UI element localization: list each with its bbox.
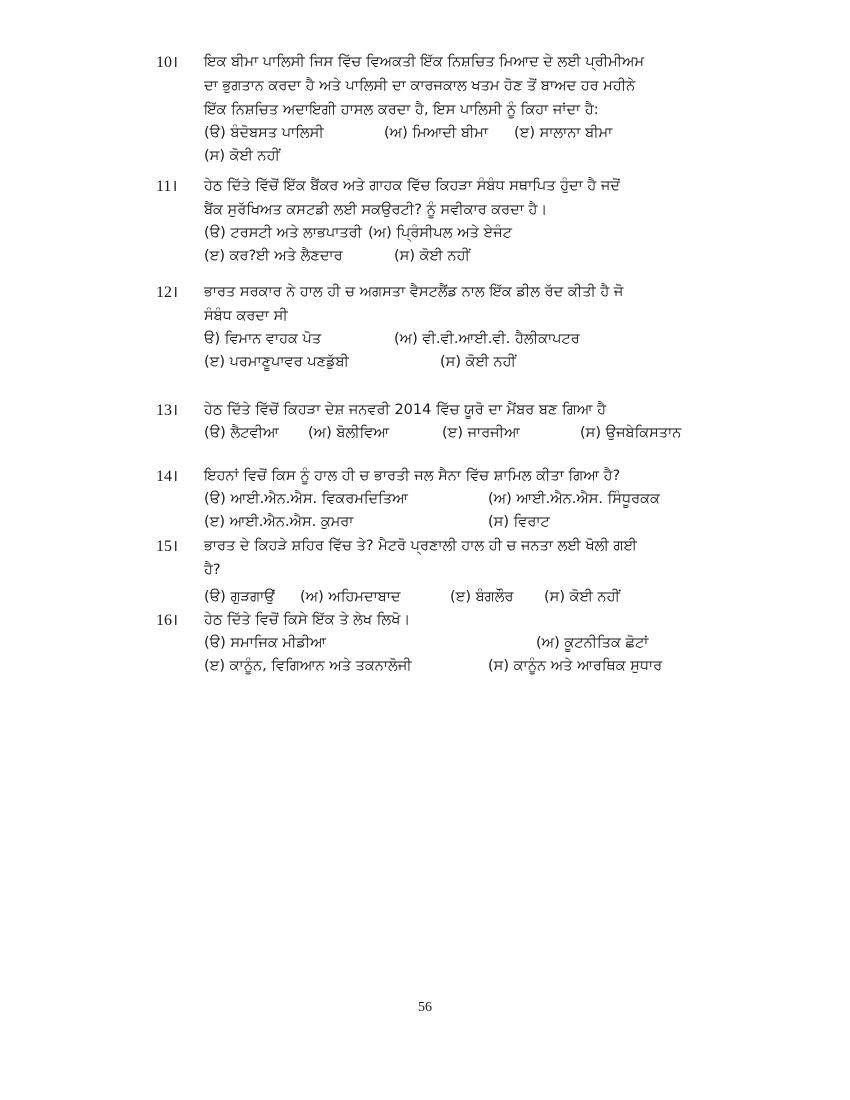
option: (ੳ) ਬੰਦੋਬਸਤ ਪਾਲਿਸੀ (204, 125, 324, 141)
option: (ੲ) ਕਰ?ਈ ਅਤੇ ਲੈਣਦਾਰ (204, 248, 343, 264)
option: (ਅ) ਪ੍ਰਿੰਸੀਪਲ ਅਤੇ ਏਜੰਟ (368, 225, 512, 241)
options-row (204, 488, 736, 511)
question-text-line: ਇਹਨਾਂ ਵਿਚੋਂ ਕਿਸ ਨੂੰ ਹਾਲ ਹੀ ਚ ਭਾਰਤੀ ਜਲ ਸੈਨਾ ਵਿੱਚ ਸ਼ਾਮਿਲ ਕੀਤਾ ਗਿਆ ਹੈ? (204, 468, 621, 484)
option: (ਅ) ਵੀ.ਵੀ.ਆਈ.ਵੀ. ਹੈਲੀਕਾਪਟਰ (394, 331, 580, 347)
page-number: 56 (418, 1000, 432, 1015)
question-text-line: ਭਾਰਤ ਦੇ ਕਿਹੜੇ ਸ਼ਹਿਰ ਵਿੱਚ ਤੇ? ਮੈਟਰੋ ਪ੍ਰਣਾਲੀ ਹਾਲ ਹੀ ਚ ਜਨਤਾ ਲਈ ਖੋਲੀ ਗਈ (204, 538, 638, 554)
options-row (204, 655, 736, 678)
option: ੳ) ਵਿਮਾਨ ਵਾਹਕ ਪੋਤ (204, 331, 322, 347)
options-row (204, 222, 736, 245)
question-text-line: ਇੱਕ ਨਿਸ਼ਚਿਤ ਅਦਾਇਗੀ ਹਾਸਲ ਕਰਦਾ ਹੈ, ਇਸ ਪਾਲਿਸੀ ਨੂੰ ਕਿਹਾ ਜਾਂਦਾ ਹੈ: (204, 102, 599, 118)
question-text-line: ਹੈ? (204, 562, 221, 578)
option: (ੲ) ਜਾਰਜੀਆ (442, 425, 520, 441)
option: (ਸ) ਕੋਈ ਨਹੀਂ (394, 248, 470, 264)
option: (ਸ) ਕੋਈ ਨਹੀਂ (544, 589, 620, 605)
question-number: 16। (156, 612, 179, 629)
option: (ਅ) ਬੋਲੀਵਿਆ (308, 425, 390, 441)
question-12 (156, 280, 736, 374)
option: (ਸ) ਉਜਬੇਕਿਸਤਾਨ (580, 425, 682, 441)
question-15 (156, 534, 736, 609)
question-text-line: ਬੈਂਕ ਸੁਰੱਖਿਅਤ ਕਸਟਡੀ ਲਈ ਸਕਉਰਟੀ? ਨੂੰ ਸਵੀਕਾਰ ਕਰਦਾ ਹੈ। (204, 202, 548, 218)
question-14 (156, 464, 736, 534)
options-row (204, 422, 736, 445)
question-number: 13। (156, 402, 179, 419)
options-row (204, 245, 736, 268)
option: (ੳ) ਗੁੜਗਾਉਂ (204, 589, 275, 605)
question-11 (156, 174, 736, 268)
option: (ਸ) ਕੋਈ ਨਹੀਂ (440, 354, 516, 370)
options-row (204, 328, 736, 351)
option: (ਸ) ਕਾਨੂੰਨ ਅਤੇ ਆਰਥਿਕ ਸੁਧਾਰ (488, 658, 663, 674)
option: (ੲ) ਪਰਮਾਣੂਪਾਵਰ ਪਣਡੁੱਬੀ (204, 354, 349, 370)
question-number: 15। (156, 538, 179, 555)
question-text-line: ਸੰਬੰਧ ਕਰਦਾ ਸੀ (204, 308, 288, 324)
question-10 (156, 50, 736, 168)
question-text-line: ਇਕ ਬੀਮਾ ਪਾਲਿਸੀ ਜਿਸ ਵਿੱਚ ਵਿਅਕਤੀ ਇੱਕ ਨਿਸ਼ਚਿਤ ਮਿਆਦ ਦੇ ਲਈ ਪ੍ਰੀਮੀਅਮ (204, 54, 645, 70)
options-row (204, 122, 736, 145)
question-number: 12। (156, 284, 179, 301)
option: (ੳ) ਲੈਟਵੀਆ (204, 425, 279, 441)
question-number: 14। (156, 468, 179, 485)
question-text-line: ਦਾ ਭੁਗਤਾਨ ਕਰਦਾ ਹੈ ਅਤੇ ਪਾਲਿਸੀ ਦਾ ਕਾਰਜਕਾਲ ਖਤਮ ਹੋਣ ਤੋਂ ਬਾਅਦ ਹਰ ਮਹੀਨੇ (204, 78, 636, 94)
question-16 (156, 608, 736, 678)
question-number: 10। (156, 54, 179, 71)
option: (ੲ) ਸਾਲਾਨਾ ਬੀਮਾ (514, 125, 613, 141)
question-13 (156, 398, 736, 445)
option: (ੳ) ਟਰਸਟੀ ਅਤੇ ਲਾਭਪਾਤਰੀ (204, 225, 362, 241)
question-text-line: ਹੇਠ ਦਿੱਤੇ ਵਿੱਚੋਂ ਕਿਹੜਾ ਦੇਸ਼ ਜਨਵਰੀ 2014 ਵਿੱਚ ਯੂਰੋ ਦਾ ਮੈਂਬਰ ਬਣ ਗਿਆ ਹੈ (204, 402, 607, 418)
option: (ੳ) ਆਈ.ਐਨ.ਐਸ. ਵਿਕਰਮਦਿਤਿਆ (204, 491, 408, 507)
option: (ਅ) ਮਿਆਦੀ ਬੀਮਾ (384, 125, 489, 141)
options-row (204, 351, 736, 374)
question-text-line: ਭਾਰਤ ਸਰਕਾਰ ਨੇ ਹਾਲ ਹੀ ਚ ਅਗਸਤਾ ਵੈਸਟਲੈਂਡ ਨਾਲ ਇੱਕ ਡੀਲ ਰੱਦ ਕੀਤੀ ਹੈ ਜੋ (204, 284, 624, 300)
question-text-line: ਹੇਠ ਦਿੱਤੇ ਵਿੱਚੋਂ ਇੱਕ ਬੈਂਕਰ ਅਤੇ ਗਾਹਕ ਵਿੱਚ ਕਿਹੜਾ ਸੰਬੰਧ ਸਥਾਪਿਤ ਹੁੰਦਾ ਹੈ ਜਦੋਂ (204, 178, 620, 194)
option: (ਅ) ਅਹਿਮਦਾਬਾਦ (300, 589, 401, 605)
option: (ੲ) ਕਾਨੂੰਨ, ਵਿਗਿਆਨ ਅਤੇ ਤਕਨਾਲੋਜੀ (204, 658, 412, 674)
option: (ਅ) ਆਈ.ਐਨ.ਐਸ. ਸਿੰਧੂਰਕਕ (488, 491, 660, 507)
option: (ਸ) ਕੋਈ ਨਹੀਂ (204, 148, 280, 164)
options-row (204, 145, 736, 168)
option: (ੲ) ਆਈ.ਐਨ.ਐਸ. ਕੁਮਰਾ (204, 514, 354, 530)
options-row (204, 586, 736, 609)
option: (ਅ) ਕੂਟਨੀਤਿਕ ਛੋਟਾਂ (536, 635, 649, 651)
question-number: 11। (156, 178, 178, 195)
option: (ੳ) ਸਮਾਜਿਕ ਮੀਡੀਆ (204, 635, 326, 651)
options-row (204, 511, 736, 534)
option: (ੲ) ਬੰਗਲੌਰ (450, 589, 514, 605)
question-text-line: ਹੇਠ ਦਿੱਤੇ ਵਿਚੋਂ ਕਿਸੇ ਇੱਕ ਤੇ ਲੇਖ ਲਿਖੋ। (204, 612, 411, 628)
option: (ਸ) ਵਿਰਾਟ (488, 514, 550, 530)
options-row (204, 632, 736, 655)
